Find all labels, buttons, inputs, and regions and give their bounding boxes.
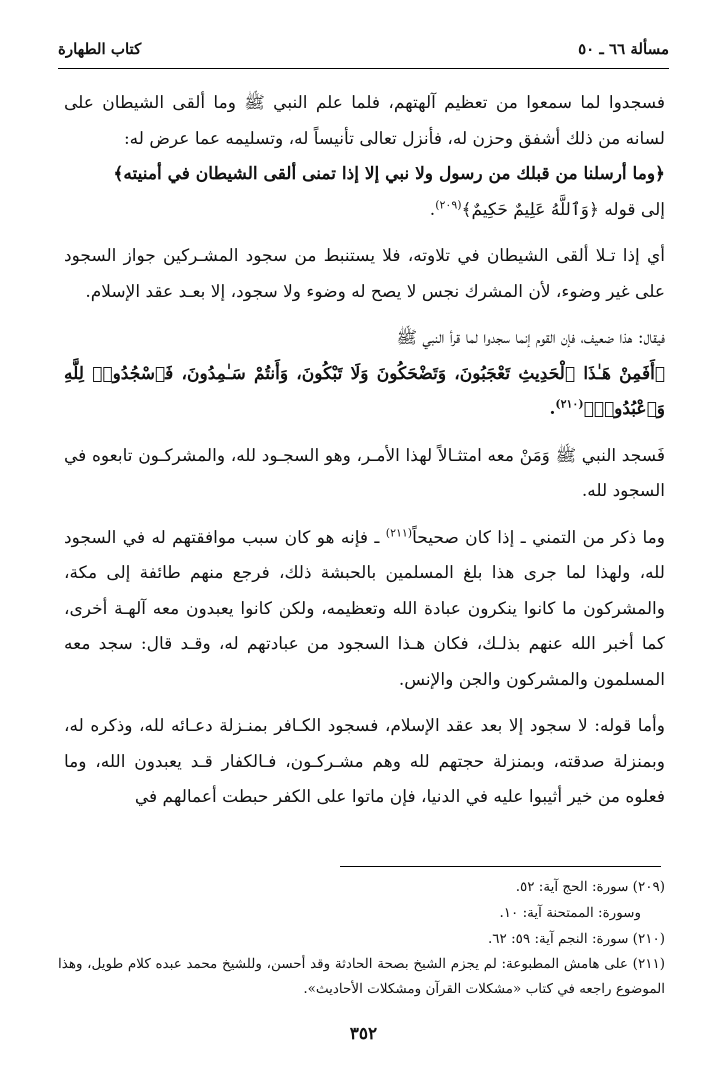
- main-text: [64, 86, 665, 816]
- paragraph-2: إلى قوله ﴿وَٱللَّهُ عَلِيمٌ حَكِيمٌ﴾$^{(٢٠٩)}$.: [429, 197, 665, 220]
- footnotes: [58, 874, 665, 1002]
- paragraph-3: أي إذا تـلا ألقى الشيطان في تلاوته، فلا يستنبط من سجود المشـركين جواز السجود على غير وضوء، لأن المشرك نجس لا يصح له وضوء ولا سجود، إلا بعـد عقد الإسلام.: [64, 246, 665, 302]
- paragraph-2-text: إلى قوله ﴿وَٱللَّهُ عَلِيمٌ حَكِيمٌ﴾: [461, 199, 665, 220]
- footnote-209: (٢٠٩) سورة: الحج آية: ٥٢.: [515, 879, 665, 895]
- header-book-section: كتاب الطهارة: [58, 40, 142, 58]
- quran-verse-2: ﴿أَفَمِنْ هَـٰذَا ٱلْحَدِيثِ تَعْجَبُونَ، وَتَضْحَكُونَ وَلَا تَبْكُونَ، وَأَنتُمْ سَـٰمِدُونَ، فَٱسْجُدُوا۟ لِلَّهِ وَٱعْبُدُوا۟﴾$^{(٢١٠)}$.: [64, 363, 665, 419]
- paragraph-6: [64, 521, 665, 699]
- quran-verse-1: ﴿وما أرسلنا من قبلك من رسول ولا نبي إلا إذا تمنى ألقى الشيطان في أمنيته﴾: [113, 164, 665, 184]
- footnote-210: (٢١٠) سورة: النجم آية: ٥٩: ٦٢.: [487, 931, 665, 947]
- quran-verse-2-text: ﴿أَفَمِنْ هَـٰذَا ٱلْحَدِيثِ تَعْجَبُونَ، وَتَضْحَكُونَ وَلَا تَبْكُونَ، وَأَنتُمْ سَـٰمِدُونَ، فَٱسْجُدُوا۟ لِلَّهِ وَٱعْبُدُوا۟﴾: [64, 363, 665, 419]
- paragraph-7: وأما قوله: لا سجود إلا بعد عقد الإسلام، فسجود الكـافر بمنـزلة دعـائه لله، وذكره له، وبمنزلة صدقته، وبمنزلة حجتهم لله وهم مشـركـون، فـالكفار قـد يعبدون الله، وما فعلوه من خير أثيبوا عليه في الدنيا، فإن ماتوا على الكفر حبطت أعمالهم في: [64, 716, 665, 807]
- paragraph-4: فيقال: هذا ضعيف، فإن القوم إنما سجدوا لما قرأ النبي ﷺ: [396, 328, 665, 348]
- paragraph-6-text-cont: ـ فإنه هو كان سبب موافقتهم له في السجود لله، ولهذا لما جرى هذا بلغ المسلمين بالحبشة ذلك، فرجع منهم طائفة إلى مكة، والمشركون ما كانوا ينكرون عبادة الله وتعظيمه، ولكن كانوا يعبدون معه آلهـة أخرى، كما أخبر الله عنهم بذلـك، فكان هـذا السجود من عبادتهم له، وقـد قال: سجد معه المسلمون والمشركون والجن والإنس.: [64, 527, 665, 690]
- footnote-211: (٢١١) على هامش المطبوعة: لم يجزم الشيخ بصحة الحادثة وقد أحسن، وللشيخ محمد عبده كلام طويل، وهذا الموضوع راجعه في كتاب «مشكلات القرآن ومشكلات الأحاديث».: [58, 956, 665, 997]
- header-issue-range: مسألة ٦٦ ـ ٥٠: [578, 40, 669, 58]
- page-number: ٣٥٢: [349, 1024, 378, 1044]
- footnote-ref-210: (٢١٠): [555, 397, 584, 411]
- paragraph-6-text: وما ذكر من التمني ـ إذا كان صحيحاً: [412, 527, 665, 548]
- paragraph-1: فسجدوا لما سمعوا من تعظيم آلهتهم، فلما علم النبي ﷺ وما ألقى الشيطان على لسانه من ذلك أشفق وحزن له، فأنزل تعالى تأنيساً له، وتسليمه عما عرض له:: [64, 93, 665, 149]
- footnote-209-cont: وسورة: الممتحنة آية: ١٠.: [499, 905, 641, 921]
- paragraph-5: فَسجد النبي ﷺ وَمَنْ معه امتثـالاً لهذا الأمـر، وهو السجـود لله، والمشركـون تابعوه في السجود لله.: [64, 445, 665, 501]
- footnote-divider: [340, 866, 661, 867]
- footnote-ref-209: (٢٠٩): [435, 197, 462, 211]
- running-header: [58, 36, 669, 66]
- footnote-ref-211: (٢١١): [385, 525, 413, 539]
- header-divider: [58, 68, 669, 69]
